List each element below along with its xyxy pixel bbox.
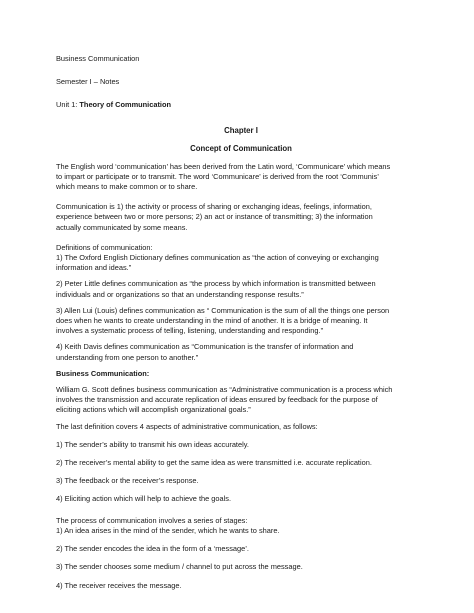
communication-definition-paragraph <box>56 202 426 233</box>
definition-item <box>56 253 426 273</box>
stage-item: 4) The receiver receives the message. <box>56 580 182 590</box>
text-line: actually communicated by some means. <box>56 222 188 232</box>
intro-paragraph <box>56 162 426 193</box>
text-line: individuals and or organizations so that an understanding response results.” <box>56 289 304 299</box>
aspects-intro: The last definition covers 4 aspects of administrative communication, as follows: <box>56 421 318 431</box>
definition-item <box>56 306 426 337</box>
chapter-label: Chapter I <box>224 125 258 135</box>
text-line: 1) The Oxford English Dictionary defines communication as “the action of conveying or exchanging <box>56 253 379 263</box>
text-line: William G. Scott defines business communication as “Administrative communication is a process which <box>56 385 393 395</box>
aspect-item: 1) The sender’s ability to transmit his own ideas accurately. <box>56 439 249 449</box>
text-line: 4) Keith Davis defines communication as “Communication is the transfer of information and <box>56 342 354 352</box>
definition-item <box>56 342 426 362</box>
course-title: Business Communication <box>56 54 140 63</box>
unit-title <box>56 100 426 110</box>
document-body <box>56 54 426 591</box>
text-line: understanding from one person to another.” <box>56 352 199 362</box>
aspect-item: 3) The feedback or the receiver’s response. <box>56 476 199 486</box>
stage-item: 3) The sender chooses some medium / channel to put across the message. <box>56 562 303 572</box>
business-communication-heading: Business Communication: <box>56 368 150 378</box>
text-line: The English word ‘communication’ has been derived from the Latin word, ‘Communicare’ which means <box>56 161 391 171</box>
text-line: eliciting actions which will accomplish organizational goals.” <box>56 405 251 415</box>
stage-item: 2) The sender encodes the idea in the form of a ‘message’. <box>56 544 249 554</box>
text-line: does when he wants to create understanding in the mind of another. It is a bridge of meaning. It <box>56 316 368 326</box>
stage-item: 1) An idea arises in the mind of the sender, which he wants to share. <box>56 525 280 535</box>
unit-name: Theory of Communication <box>79 100 171 110</box>
semester-label: Semester I – Notes <box>56 77 120 87</box>
unit-prefix: Unit 1: <box>56 100 80 110</box>
text-line: 2) Peter Little defines communication as “the process by which information is transmitted between <box>56 279 376 289</box>
definitions-section <box>56 243 426 363</box>
aspect-item: 2) The receiver’s mental ability to get the same idea as were transmitted i.e. accurate replication. <box>56 458 372 468</box>
text-line: which means to make common or to share. <box>56 182 198 192</box>
text-line: experience between two or more persons; 2) an act or instance of transmitting; 3) the information <box>56 212 373 222</box>
aspect-item: 4) Eliciting action which will help to achieve the goals. <box>56 494 232 504</box>
definition-item <box>56 279 426 299</box>
stages-intro: The process of communication involves a series of stages: <box>56 515 248 525</box>
text-line: information and ideas.” <box>56 263 132 273</box>
definitions-heading: Definitions of communication: <box>56 242 153 252</box>
text-line: involves a systematic process of telling, listening, understanding and responding.” <box>56 326 324 336</box>
chapter-title: Concept of Communication <box>190 143 292 153</box>
scott-definition-paragraph <box>56 385 426 416</box>
text-line: to impart or participate or to transmit. The word ‘Communicare’ is derived from the root ‘Communis’ <box>56 171 379 181</box>
text-line: involves the transmission and accurate replication of ideas ensured by feedback for the purpose of <box>56 395 378 405</box>
text-line: 3) Allen Lui (Louis) defines communication as “ Communication is the sum of all the things one person <box>56 305 390 315</box>
text-line: Communication is 1) the activity or process of sharing or exchanging ideas, feelings, information, <box>56 202 372 212</box>
